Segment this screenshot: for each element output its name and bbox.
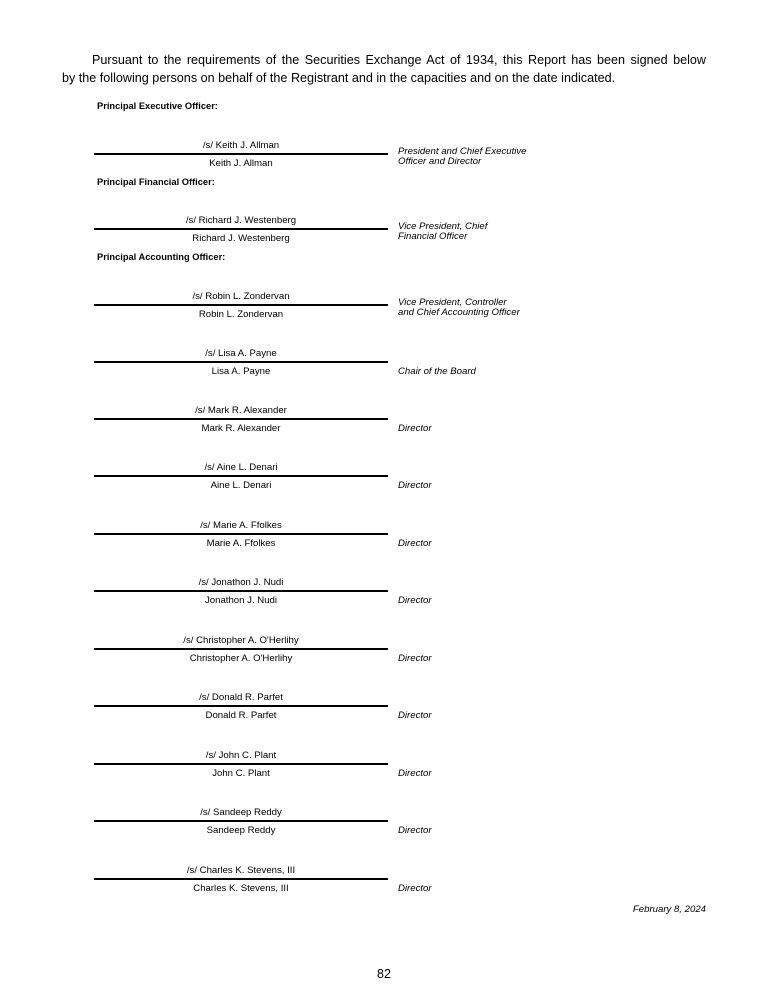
signature-line: /s/ Robin L. Zondervan (192, 291, 290, 302)
signer-capacity: Director (398, 768, 432, 779)
signer-name: Donald R. Parfet (205, 710, 277, 721)
signature-line: /s/ Marie A. Ffolkes (200, 520, 282, 531)
signer-name: Keith J. Allman (209, 158, 273, 169)
signer-capacity: Director (398, 538, 432, 549)
page-number: 82 (377, 967, 391, 981)
signature-rule (94, 304, 388, 306)
signer-name: Mark R. Alexander (201, 423, 281, 434)
capacity-line-2: Officer and Director (398, 156, 482, 167)
signature-block (94, 348, 734, 382)
intro-line-1: Pursuant to the requirements of the Securities Exchange Act of 1934, this Report has been signed below (92, 53, 706, 67)
signature-rule (94, 878, 388, 880)
signature-block (94, 635, 734, 669)
signer-capacity: Director (398, 595, 432, 606)
signer-name: Lisa A. Payne (211, 366, 271, 377)
signature-block (94, 405, 734, 439)
signer-capacity: Director (398, 883, 432, 894)
signature-line: /s/ Charles K. Stevens, III (186, 865, 296, 876)
signature-rule (94, 533, 388, 535)
signature-rule (94, 228, 388, 230)
capacity-line-2: Financial Officer (398, 231, 468, 242)
signer-name: Robin L. Zondervan (198, 309, 284, 320)
intro-paragraph (62, 51, 706, 87)
signer-capacity: Director (398, 480, 432, 491)
signature-rule (94, 648, 388, 650)
signature-block (94, 807, 734, 841)
section-heading-executive: Principal Executive Officer: (97, 101, 218, 111)
signature-line: /s/ Keith J. Allman (202, 140, 280, 151)
signature-line: /s/ Aine L. Denari (204, 462, 278, 473)
signature-rule (94, 361, 388, 363)
capacity-line-1: Vice President, Chief (398, 221, 488, 232)
section-heading-financial: Principal Financial Officer: (97, 177, 215, 187)
signer-capacity: Director (398, 825, 432, 836)
signature-rule (94, 475, 388, 477)
signature-line: /s/ Jonathon J. Nudi (198, 577, 284, 588)
signature-line: /s/ Sandeep Reddy (200, 807, 282, 818)
signature-block (94, 140, 734, 174)
signature-rule (94, 820, 388, 822)
capacity-line-1: Vice President, Controller (398, 297, 507, 308)
signer-capacity (398, 222, 598, 242)
signer-name: John C. Plant (212, 768, 270, 779)
section-heading-accounting: Principal Accounting Officer: (97, 252, 226, 262)
signature-line: /s/ Christopher A. O'Herlihy (183, 635, 299, 646)
signature-line: /s/ Lisa A. Payne (205, 348, 277, 359)
signature-rule (94, 590, 388, 592)
signature-line: /s/ Mark R. Alexander (195, 405, 287, 416)
capacity-line-1: President and Chief Executive (398, 146, 527, 157)
capacity-line-2: and Chief Accounting Officer (398, 307, 520, 318)
signature-block (94, 692, 734, 726)
signature-block (94, 215, 734, 249)
signature-line: /s/ Donald R. Parfet (199, 692, 283, 703)
signer-capacity: Chair of the Board (398, 366, 476, 377)
signature-rule (94, 418, 388, 420)
signature-block (94, 462, 734, 496)
signature-line: /s/ Richard J. Westenberg (185, 215, 297, 226)
signer-name: Aine L. Denari (210, 480, 272, 491)
signer-name: Jonathon J. Nudi (205, 595, 277, 606)
intro-line-2: by the following persons on behalf of the Registrant and in the capacities and on the date indicated. (62, 71, 616, 85)
signature-rule (94, 763, 388, 765)
signature-rule (94, 153, 388, 155)
signer-capacity (398, 147, 598, 167)
signature-rule (94, 705, 388, 707)
signature-block (94, 577, 734, 611)
signing-date: February 8, 2024 (632, 904, 706, 915)
signer-name: Marie A. Ffolkes (206, 538, 276, 549)
signer-capacity (398, 298, 598, 318)
signer-capacity: Director (398, 653, 432, 664)
signature-block (94, 865, 734, 899)
signer-name: Sandeep Reddy (206, 825, 276, 836)
signature-line: /s/ John C. Plant (205, 750, 277, 761)
signature-block (94, 520, 734, 554)
signer-name: Charles K. Stevens, III (193, 883, 289, 894)
signer-capacity: Director (398, 423, 432, 434)
signer-capacity: Director (398, 710, 432, 721)
signature-block (94, 750, 734, 784)
signer-name: Christopher A. O'Herlihy (189, 653, 293, 664)
signer-name: Richard J. Westenberg (192, 233, 290, 244)
signature-block (94, 291, 734, 325)
